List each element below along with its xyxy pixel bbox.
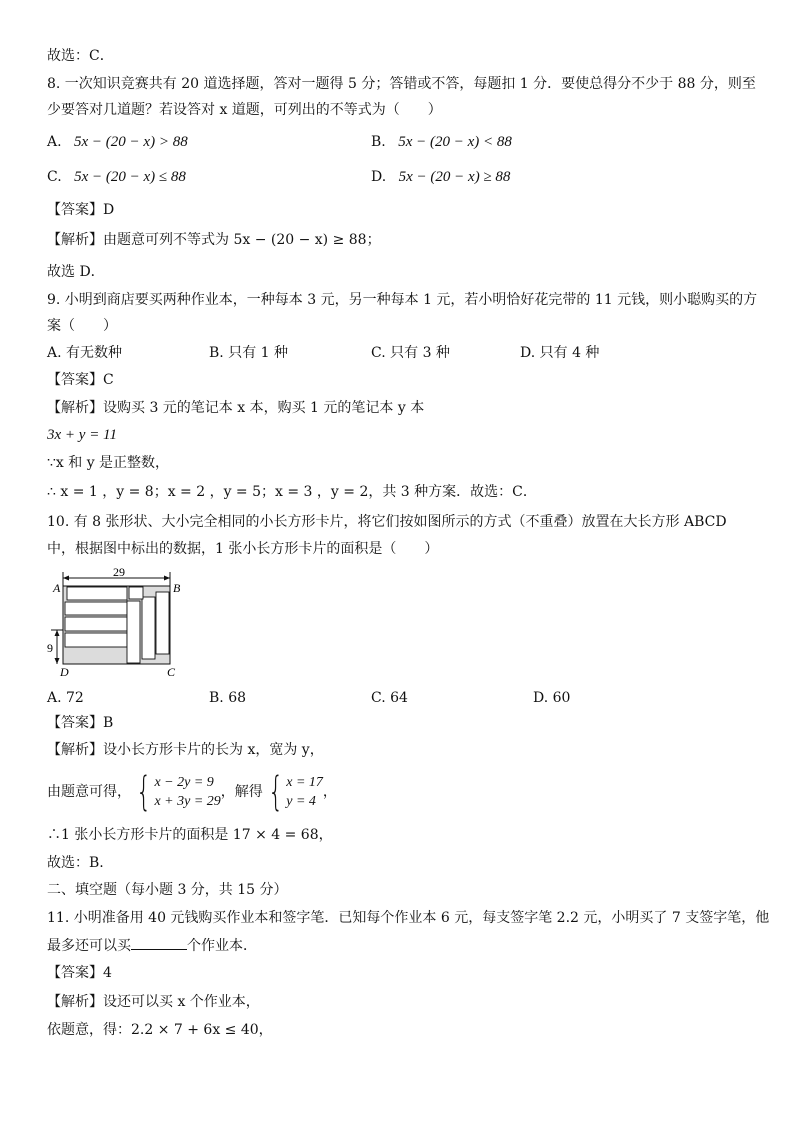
q8-option-b-text: 5x − (20 − x) < 88 — [398, 134, 512, 150]
vertex-a: A — [53, 581, 61, 595]
height-arrow-bottom — [55, 658, 60, 664]
q8-option-b — [371, 132, 512, 152]
q11-stem-post: 个作业本． — [187, 938, 257, 954]
vertex-b: B — [173, 581, 181, 595]
q8-conclusion: 故选 D． — [47, 264, 105, 280]
q9-because: ∵x 和 y 是正整数， — [47, 455, 170, 471]
q8-option-d-text: 5x − (20 − x) ≥ 88 — [398, 169, 511, 185]
q10-stem-line2: 中，根据图中标出的数据，1 张小长方形卡片的面积是（ ） — [47, 541, 439, 557]
vertex-c: C — [167, 665, 176, 679]
q10-conclusion: 故选：B. — [47, 855, 104, 871]
q9-explanation: 【解析】设购买 3 元的笔记本 x 本，购买 1 元的笔记本 y 本 — [47, 400, 425, 416]
q10-system-1-row2: x + 3y = 29 — [154, 794, 221, 809]
q8-option-c-text: 5x − (20 − x) ≤ 88 — [74, 169, 186, 185]
card-v4 — [129, 587, 143, 599]
brace-icon: { — [267, 769, 284, 815]
q8-option-c — [47, 167, 186, 187]
q10-system-suffix: ， — [322, 784, 337, 800]
q8-option-a — [47, 132, 188, 152]
card-h4 — [65, 633, 127, 647]
card-v1 — [127, 601, 140, 663]
q8-stem-line2: 少要答对几道题？若设答对 x 道题，可列出的不等式为（ ） — [47, 102, 442, 118]
q10-system-2-row1: x = 17 — [286, 775, 323, 790]
height-label: 9 — [47, 641, 53, 655]
card-h2 — [65, 602, 127, 615]
q10-system-prefix: 由题意可得， — [47, 784, 131, 800]
card-v2 — [142, 597, 155, 659]
prev-answer-line: 故选：C． — [47, 48, 114, 64]
q10-system-1-row1: x − 2y = 9 — [154, 775, 214, 790]
q8-option-a-label: A. — [47, 134, 62, 150]
q10-equation-system — [47, 770, 337, 814]
q9-option-a: A. 有无数种 — [47, 345, 123, 361]
height-arrow-top — [55, 630, 60, 636]
q9-option-c: C. 只有 3 种 — [371, 345, 450, 361]
section-2-heading: 二、填空题（每小题 3 分，共 15 分） — [47, 882, 288, 898]
q10-option-a: A. 72 — [47, 690, 84, 706]
q10-system-2-row2: y = 4 — [286, 794, 316, 809]
q8-explanation: 【解析】由题意可列不等式为 5x − (20 − x) ≥ 88； — [47, 232, 381, 248]
q9-stem-line1: 9. 小明到商店要买两种作业本，一种每本 3 元，另一种每本 1 元，若小明恰好花完带的 11 元钱，则小聪购买的方 — [47, 292, 758, 308]
width-arrow-left — [63, 576, 69, 581]
q11-answer: 【答案】4 — [47, 965, 112, 981]
q11-stem-line2 — [47, 935, 257, 956]
q10-system-mid: ，解得 — [220, 784, 263, 800]
q8-stem-line1: 8. 一次知识竞赛共有 20 道选择题，答对一题得 5 分；答错或不答，每题扣 1 分．要使总得分不少于 88 分，则至 — [47, 76, 756, 92]
q8-option-d — [371, 167, 510, 187]
q10-option-c: C. 64 — [371, 690, 408, 706]
q11-explanation: 【解析】设还可以买 x 个作业本， — [47, 994, 260, 1010]
card-h1 — [67, 587, 127, 600]
q8-answer: 【答案】D — [47, 202, 115, 218]
q8-option-d-label: D. — [371, 169, 387, 185]
q10-option-d: D. 60 — [533, 690, 571, 706]
q10-area: ∴1 张小长方形卡片的面积是 17 × 4 = 68， — [47, 827, 333, 843]
q11-stem-pre: 最多还可以买 — [47, 938, 131, 954]
q10-stem-line1: 10. 有 8 张形状、大小完全相同的小长方形卡片，将它们按如图所示的方式（不重叠）放置在大长方形 ABCD — [47, 514, 727, 530]
q10-system-1 — [131, 769, 221, 815]
q9-answer: 【答案】C — [47, 372, 114, 388]
q9-equation: 3x + y = 11 — [47, 427, 117, 443]
card-h3 — [65, 617, 127, 631]
brace-icon: { — [136, 769, 152, 815]
q8-option-c-label: C. — [47, 169, 62, 185]
q11-equation: 依题意，得：2.2 × 7 + 6x ≤ 40， — [47, 1022, 273, 1038]
q9-option-d: D. 只有 4 种 — [520, 345, 600, 361]
card-v3 — [156, 592, 169, 654]
q8-option-b-label: B. — [371, 134, 386, 150]
q11-answer-blank — [131, 935, 187, 950]
q9-option-b: B. 只有 1 种 — [209, 345, 288, 361]
q10-answer: 【答案】B — [47, 715, 114, 731]
vertex-d: D — [60, 665, 69, 679]
q10-option-b: B. 68 — [209, 690, 247, 706]
q11-stem-line1: 11. 小明准备用 40 元钱购买作业本和签字笔．已知每个作业本 6 元，每支签字笔 2.2 元，小明买了 7 支签字笔，他 — [47, 910, 770, 926]
q9-therefore: ∴ x = 1 ，y = 8；x = 2 ，y = 5；x = 3 ，y = 2，共 3 种方案．故选：C． — [47, 484, 537, 500]
width-label: 29 — [113, 565, 125, 579]
q8-option-a-text: 5x − (20 − x) > 88 — [74, 134, 188, 150]
q9-stem-line2: 案（ ） — [47, 318, 117, 334]
width-arrow-right — [164, 576, 170, 581]
q10-explanation: 【解析】设小长方形卡片的长为 x，宽为 y， — [47, 742, 324, 758]
rectangle-cards-figure — [47, 564, 197, 680]
q10-system-2 — [263, 769, 323, 815]
